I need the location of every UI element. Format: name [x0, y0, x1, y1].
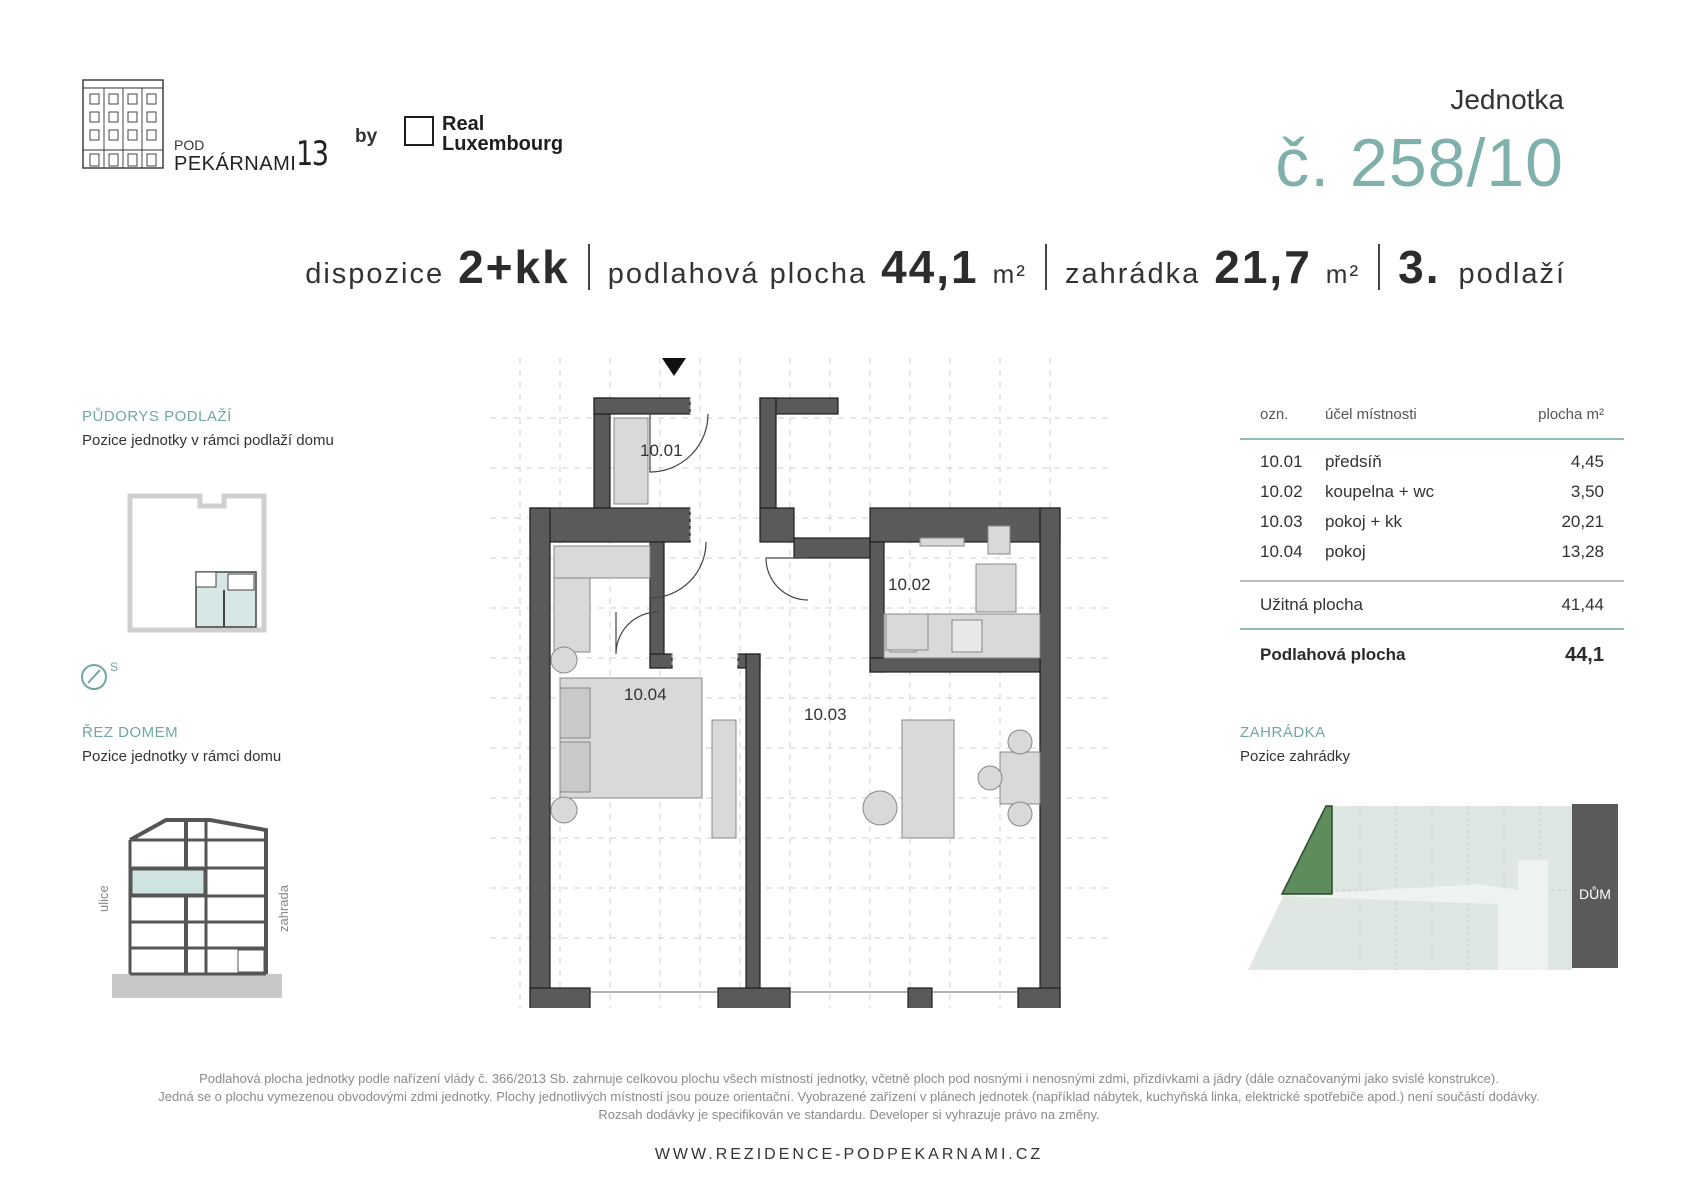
section-title: ŘEZ DOMEM: [82, 724, 179, 741]
room-table: [1240, 406, 1624, 680]
sofa: [902, 720, 954, 838]
garden-highlight: [1282, 806, 1332, 894]
brand-logo: [82, 74, 166, 177]
shower: [976, 564, 1016, 612]
room-label-10-02: 10.02: [888, 575, 931, 594]
floor-area-label: podlahová plocha: [607, 258, 868, 290]
floorplan-subtitle: Pozice jednotky v rámci podlaží domu: [82, 432, 334, 449]
brand-name: PEKÁRNAMI: [174, 153, 297, 175]
tv-unit: [712, 720, 736, 838]
row-purpose: koupelna + wc: [1325, 482, 1435, 501]
floor-plan: [490, 358, 1110, 1008]
floor-area-value: 44,1: [881, 241, 979, 293]
disclaimer-line2: Jedná se o plochu vymezenou obvodovými zdmi jednotky. Plochy jednotlivých místností jsou pouze orientační. Vyobrazené zařízení v plánech jednotek (například nábytek, kuchyňská linka, elektrické spotřebiče apod.) není součástí dodávky.: [158, 1089, 1540, 1104]
usable-area-label: Užitná plocha: [1260, 595, 1364, 614]
row-area: 13,28: [1561, 542, 1604, 561]
garden-title: ZAHRÁDKA: [1240, 724, 1326, 741]
partner-logo-box-icon: [404, 116, 434, 146]
row-purpose: pokoj + kk: [1325, 512, 1403, 531]
divider: [1045, 244, 1047, 290]
garden-area-value: 21,7: [1214, 241, 1312, 293]
brand-sub: POD: [174, 137, 205, 153]
layout-label: dispozice: [305, 258, 445, 290]
row-area: 3,50: [1570, 482, 1604, 501]
room-label-10-01: 10.01: [640, 441, 683, 460]
table-row: [1240, 482, 1624, 512]
row-purpose: pokoj: [1325, 542, 1366, 561]
garden-area-label: zahrádka: [1064, 258, 1201, 290]
partner-name-line2: Luxembourg: [442, 133, 564, 155]
table-header: [1240, 406, 1624, 440]
nightstand: [551, 647, 577, 673]
section-subtitle: Pozice jednotky v rámci domu: [82, 748, 282, 765]
website-link[interactable]: WWW.REZIDENCE-PODPEKARNAMI.CZ: [654, 1146, 1044, 1163]
table-row: [1240, 512, 1624, 542]
by-label: by: [355, 126, 378, 147]
nightstand: [551, 797, 577, 823]
wardrobe-2: [554, 546, 650, 578]
usable-area-row: [1240, 582, 1624, 628]
brand-number: 13: [296, 134, 328, 174]
header-purpose: účel místnosti: [1325, 406, 1417, 423]
row-area: 20,21: [1561, 512, 1604, 531]
row-code: 10.04: [1260, 542, 1303, 561]
table-row: [1240, 452, 1624, 482]
layout-value: 2+kk: [458, 241, 570, 293]
garden-position-diagram: [1248, 800, 1628, 980]
house-label: DŮM: [1579, 886, 1611, 902]
garden-label: zahrada: [276, 885, 291, 932]
unit-highlight: [132, 870, 204, 894]
wardrobe: [614, 418, 648, 504]
total-area-row: [1240, 630, 1624, 680]
row-area: 4,45: [1570, 452, 1604, 471]
total-area-label: Podlahová plocha: [1260, 645, 1406, 664]
toilet: [988, 526, 1010, 554]
street-label: ulice: [96, 885, 111, 912]
disclaimer-line1: Podlahová plocha jednotky podle nařízení vlády č. 366/2013 Sb. zahrnuje celkovou plochu všech místností jednotky, včetně ploch pod nosnými i nenosnými zdmi, přizdívkami a jádry (dále označovanými jako svislé konstrukce).: [199, 1071, 1499, 1086]
room-label-10-03: 10.03: [804, 705, 847, 724]
shelf: [554, 578, 590, 652]
row-purpose: předsíň: [1325, 452, 1382, 471]
floor-position-diagram: [124, 492, 274, 642]
divider: [588, 244, 590, 290]
building-section-diagram: [106, 812, 296, 1002]
header-code: ozn.: [1260, 406, 1289, 423]
header-area: plocha m²: [1538, 406, 1604, 423]
armchair: [863, 791, 897, 825]
floor-number: 3.: [1398, 241, 1441, 293]
row-code: 10.01: [1260, 452, 1303, 471]
garden-area-unit: m²: [1325, 259, 1361, 289]
building-logo-icon: [82, 74, 166, 172]
floor-label: podlaží: [1458, 258, 1566, 290]
row-code: 10.03: [1260, 512, 1303, 531]
table: [1000, 752, 1040, 804]
table-row: [1240, 542, 1624, 572]
row-code: 10.02: [1260, 482, 1303, 501]
usable-area-value: 41,44: [1561, 595, 1604, 614]
divider: [1378, 244, 1380, 290]
sink: [886, 614, 928, 650]
disclaimer-line3: Rozsah dodávky je specifikován ve standardu. Developer si vyhrazuje právo na změny.: [598, 1107, 1100, 1122]
entrance-arrow-icon: [662, 358, 686, 376]
unit-specs: [305, 240, 1566, 294]
unit-number: č. 258/10: [1275, 125, 1564, 201]
compass-label: S: [110, 660, 119, 674]
partner-name-line1: Real: [442, 113, 485, 135]
disclaimer: [60, 1070, 1638, 1124]
total-area-value: 44,1: [1565, 644, 1604, 666]
room-label-10-04: 10.04: [624, 685, 667, 704]
floorplan-title: PŮDORYS PODLAŽÍ: [82, 408, 232, 425]
floor-area-unit: m²: [992, 259, 1027, 289]
garden-subtitle: Pozice zahrádky: [1240, 748, 1351, 765]
plan-windows: [590, 992, 1018, 1008]
unit-label: Jednotka: [1450, 84, 1564, 115]
